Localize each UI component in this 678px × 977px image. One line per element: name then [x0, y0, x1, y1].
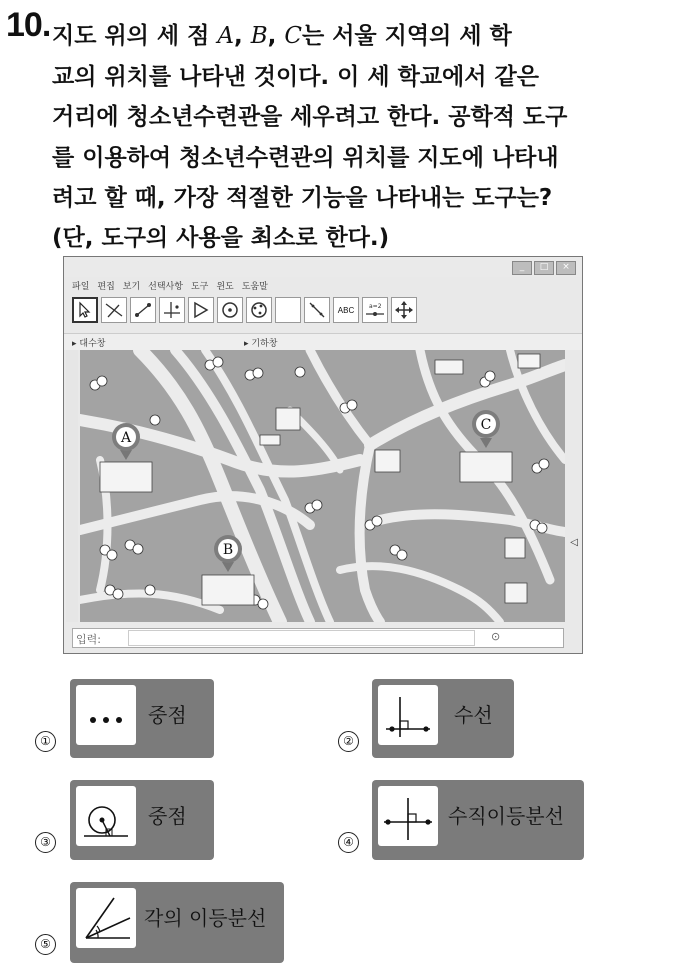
option-5-label: 각의 이등분선 — [144, 906, 267, 930]
option-3-icon-box — [76, 786, 136, 846]
menu-help[interactable]: 도움말 — [241, 282, 268, 292]
option-2-card[interactable] — [372, 679, 514, 758]
input-field[interactable] — [128, 630, 475, 646]
input-bar[interactable] — [72, 628, 564, 648]
circle-tool[interactable] — [217, 297, 243, 323]
toolbar — [72, 297, 417, 323]
three-dots-icon — [76, 685, 136, 745]
map-roads — [80, 350, 565, 622]
option-4-label: 수직이등분선 — [448, 804, 564, 828]
option-2-icon-box — [378, 685, 438, 745]
menu-tools[interactable]: 도구 — [190, 282, 209, 292]
option-4-card[interactable] — [372, 780, 584, 860]
polygon-icon — [191, 300, 211, 320]
menu-edit[interactable]: 편집 — [97, 282, 115, 292]
pointer-tool[interactable] — [72, 297, 98, 323]
question-line-1: 지도 위의 세 점 A, B, C는 서울 지역의 세 학 — [52, 23, 512, 49]
segment-tool[interactable] — [130, 297, 156, 323]
svg-text:a=2: a=2 — [369, 303, 382, 310]
point-a-label: A — [120, 430, 132, 446]
blank-tool[interactable] — [275, 297, 301, 323]
circle-icon — [220, 300, 240, 320]
question-line-3: 거리에 청소년수련관을 세우려고 한다. 공학적 도구 — [52, 104, 568, 130]
help-icon[interactable]: ⊙ — [491, 630, 501, 643]
menu-options[interactable]: 선택사항 — [148, 282, 183, 292]
option-2-label: 수선 — [454, 703, 493, 727]
perpendicular-line-icon — [378, 685, 438, 745]
option-1-number: ① — [35, 731, 56, 752]
option-5-icon-box — [76, 888, 136, 948]
maximize-button[interactable]: □ — [534, 261, 554, 275]
question-line-5: 려고 할 때, 가장 적절한 기능을 나타내는 도구는? — [52, 185, 553, 211]
polygon-tool[interactable] — [188, 297, 214, 323]
minimize-button[interactable]: _ — [512, 261, 532, 275]
move-view-tool[interactable] — [391, 297, 417, 323]
angle-bisector-icon — [76, 888, 136, 948]
slider-icon — [364, 300, 386, 320]
circle-three-points-icon — [249, 300, 269, 320]
menu-bar — [72, 279, 268, 292]
input-label: 입력: — [76, 633, 101, 646]
menu-file[interactable]: 파일 — [72, 282, 90, 292]
slope-icon — [307, 300, 327, 320]
perpendicular-icon — [162, 300, 182, 320]
line-tool[interactable] — [101, 297, 127, 323]
close-button[interactable]: × — [556, 261, 576, 275]
option-2-number: ② — [338, 731, 359, 752]
option-3-label: 중점 — [148, 804, 187, 828]
circle-tangent-icon — [76, 786, 136, 846]
perpendicular-bisector-icon — [378, 786, 438, 846]
title-bar — [64, 257, 582, 277]
collapse-arrow-icon[interactable]: ◁ — [570, 537, 578, 548]
pointer-icon — [76, 301, 94, 319]
question-number: 10. — [6, 6, 51, 44]
algebra-scrollbar[interactable] — [66, 350, 78, 622]
option-1-label: 중점 — [148, 703, 187, 727]
menu-view[interactable]: 보기 — [122, 282, 141, 292]
circle-three-points-tool[interactable] — [246, 297, 272, 323]
option-4-icon-box — [378, 786, 438, 846]
text-abc-icon: ABC — [337, 305, 355, 315]
option-1-icon-box — [76, 685, 136, 745]
option-1-card[interactable] — [70, 679, 214, 758]
point-c-label: C — [480, 417, 492, 433]
panel-bar — [64, 333, 582, 350]
option-5-card[interactable] — [70, 882, 284, 963]
graphics-panel-tab[interactable]: ▸ 기하창 — [244, 339, 278, 349]
slope-tool[interactable] — [304, 297, 330, 323]
algebra-panel-tab[interactable]: ▸ 대수창 — [72, 339, 106, 349]
perpendicular-tool[interactable] — [159, 297, 185, 323]
point-b-label: B — [222, 542, 234, 558]
text-tool[interactable] — [333, 297, 359, 323]
option-3-card[interactable] — [70, 780, 214, 860]
question-line-6: (단, 도구의 사용을 최소로 한다.) — [52, 225, 390, 251]
geometry-app-window — [63, 256, 583, 654]
question-line-4: 를 이용하여 청소년수련관의 위치를 지도에 나타내 — [52, 145, 559, 171]
menu-window[interactable]: 윈도 — [216, 282, 234, 292]
slider-tool[interactable] — [362, 297, 388, 323]
segment-icon — [133, 300, 153, 320]
line-through-points-icon — [104, 300, 124, 320]
option-3-number: ③ — [35, 832, 56, 853]
map-view — [80, 350, 565, 622]
option-4-number: ④ — [338, 832, 359, 853]
question-line-2: 교의 위치를 나타낸 것이다. 이 세 학교에서 같은 — [52, 64, 539, 90]
move-view-icon — [394, 300, 414, 320]
option-5-number: ⑤ — [35, 934, 56, 955]
